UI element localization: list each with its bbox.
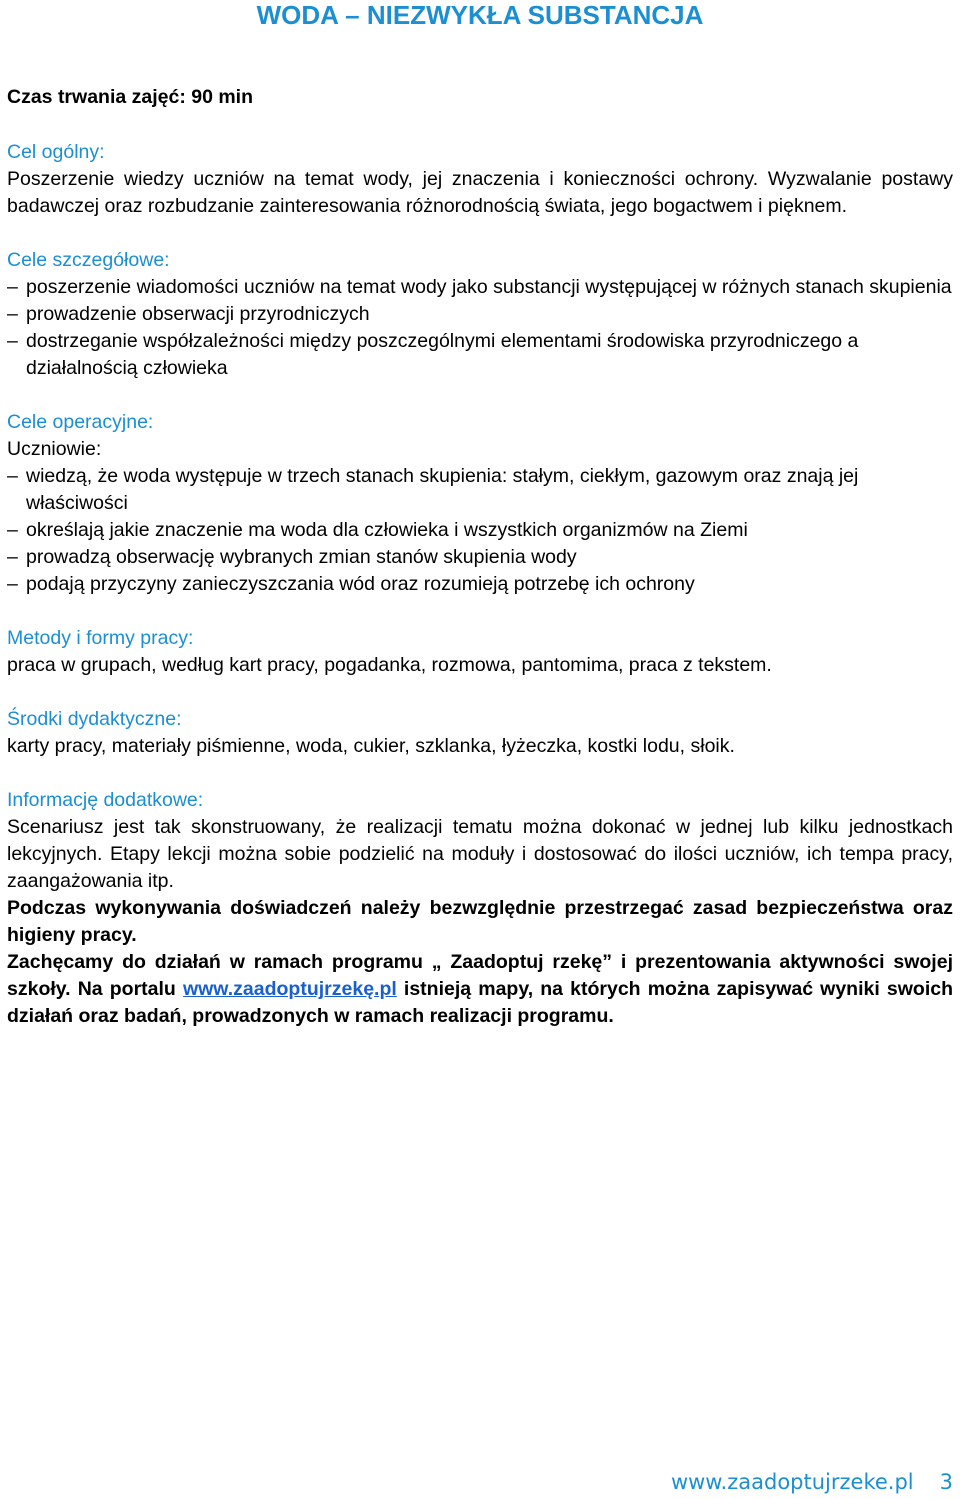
section-additional-info — [7, 787, 953, 949]
list-item: – wiedzą, że woda występuje w trzech stanach skupienia: stałym, ciekłym, gazowym oraz znają jej właściwości — [7, 463, 953, 517]
goal-general-text: Poszerzenie wiedzy uczniów na temat wody, jej znaczenia i konieczności ochrony. Wyzwalanie postawy badawczej oraz rozbudzanie zainteresowania różnorodnością świata, jego bogactwem i pięknem. — [7, 168, 953, 217]
safety-note: Podczas wykonywania doświadczeń należy bezwzględnie przestrzegać zasad bezpieczeństwa oraz higieny pracy. — [7, 897, 953, 946]
list-item: – prowadzenie obserwacji przyrodniczych — [7, 301, 953, 328]
list-item: – poszerzenie wiadomości uczniów na temat wody jako substancji występującej w różnych stanach skupienia — [7, 274, 953, 301]
methods-text: praca w grupach, według kart pracy, pogadanka, rozmowa, pantomima, praca z tekstem. — [7, 654, 772, 676]
footer-site: www.zaadoptujrzeke.pl — [670, 1470, 914, 1494]
materials-text: karty pracy, materiały piśmienne, woda, cukier, szklanka, łyżeczka, kostki lodu, słoik. — [7, 735, 735, 757]
goals-operational-intro: Uczniowie: — [7, 438, 102, 460]
goals-detailed-list — [7, 274, 953, 382]
encouragement-paragraph — [7, 949, 953, 1030]
section-materials — [7, 706, 953, 760]
encouragement-text-1: Zachęcamy do działań w ramach programu „ Zaadoptuj rzekę” i prezentowania aktywności swojej szkoły. Na portalu — [7, 951, 953, 1000]
list-item: – prowadzą obserwację wybranych zmian stanów skupienia wody — [7, 544, 953, 571]
portal-link[interactable]: www.zaadoptujrzekę.pl — [182, 978, 397, 1000]
list-item: – podają przyczyny zanieczyszczania wód oraz rozumieją potrzebę ich ochrony — [7, 571, 953, 598]
section-goal-general — [7, 139, 953, 220]
additional-heading: Informację dodatkowe: — [7, 789, 204, 811]
encouragement-text-2: istnieją mapy, na których można zapisywać wyniki swoich działań oraz badań, prowadzonych w ramach realizacji programu. — [7, 978, 953, 1027]
list-item: – dostrzeganie współzależności między poszczególnymi elementami środowiska przyrodniczego a działalnością człowieka — [7, 328, 953, 382]
materials-heading: Środki dydaktyczne: — [7, 708, 182, 730]
page-title: WODA – NIEZWYKŁA SUBSTANCJA — [256, 0, 704, 30]
section-methods — [7, 625, 953, 679]
additional-text: Scenariusz jest tak skonstruowany, że realizacji tematu można dokonać w jednej lub kilku jednostkach lekcyjnych. Etapy lekcji można sobie podzielić na moduły i dostosować do ilości uczniów, ich tempa pracy, zaangażowania itp. — [7, 816, 953, 892]
methods-heading: Metody i formy pracy: — [7, 627, 194, 649]
page-number: 3 — [939, 1470, 953, 1494]
goals-detailed-heading: Cele szczegółowe: — [7, 249, 170, 271]
lesson-duration: Czas trwania zajęć: 90 min — [7, 86, 254, 108]
goals-operational-list — [7, 463, 953, 598]
document-body — [7, 84, 953, 1030]
section-goals-detailed — [7, 247, 953, 382]
goals-operational-heading: Cele operacyjne: — [7, 411, 154, 433]
list-item: – określają jakie znaczenie ma woda dla człowieka i wszystkich organizmów na Ziemi — [7, 517, 953, 544]
section-goals-operational — [7, 409, 953, 598]
page-footer — [671, 1469, 953, 1495]
goal-general-heading: Cel ogólny: — [7, 141, 105, 163]
